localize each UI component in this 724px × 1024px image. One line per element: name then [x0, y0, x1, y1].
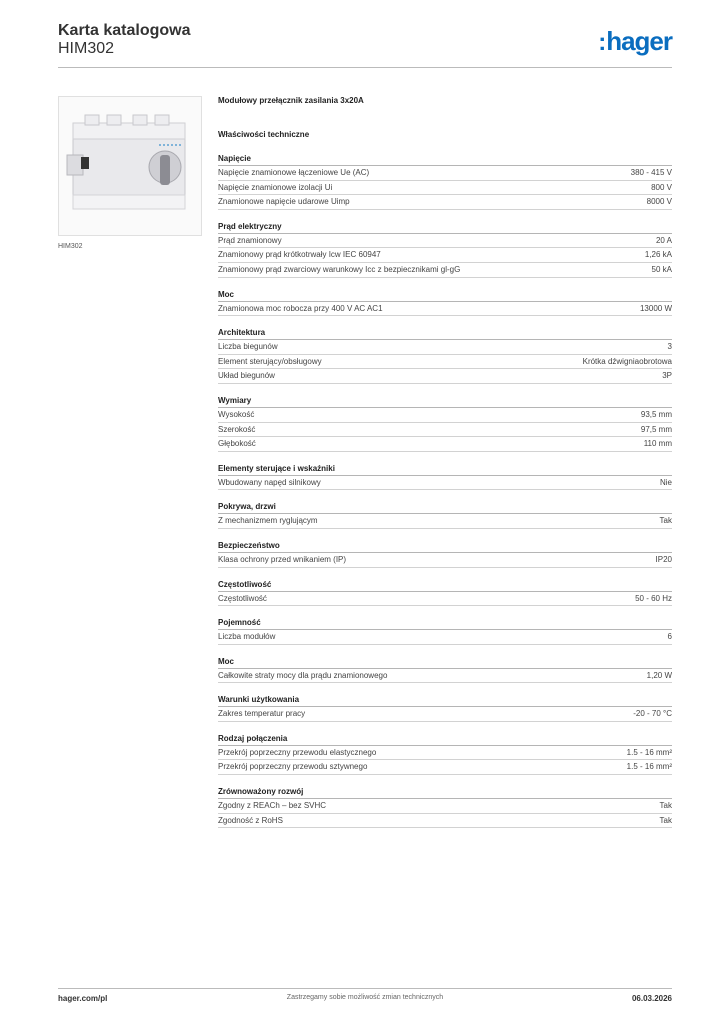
document-header: [58, 22, 190, 58]
spec-group: [218, 617, 672, 645]
spec-group: [218, 221, 672, 278]
spec-row: [218, 355, 672, 370]
spec-value: Nie: [659, 477, 672, 487]
spec-label: Znamionowy prąd zwarciowy warunkowy Icc z bezpiecznikami gl-gG: [218, 264, 461, 274]
footer-date: 06.03.2026: [631, 994, 672, 1003]
spec-group: [218, 395, 672, 452]
spec-group: [218, 733, 672, 775]
spec-group: [218, 786, 672, 828]
spec-row: [218, 814, 672, 829]
spec-group-title: Częstotliwość: [218, 579, 672, 592]
spec-group-title: Architektura: [218, 327, 672, 340]
spec-group-title: Prąd elektryczny: [218, 221, 672, 234]
spec-label: Wysokość: [218, 409, 255, 419]
spec-label: Całkowite straty mocy dla prądu znamionowego: [218, 670, 388, 680]
spec-value: 97,5 mm: [640, 424, 672, 434]
spec-group: [218, 153, 672, 210]
spec-label: Znamionowe napięcie udarowe Uimp: [218, 197, 350, 207]
spec-label: Liczba biegunów: [218, 342, 278, 352]
spec-label: Napięcie znamionowe izolacji Ui: [218, 182, 333, 192]
spec-label: Zakres temperatur pracy: [218, 709, 306, 719]
footer-website[interactable]: hager.com/pl: [58, 994, 108, 1003]
spec-label: Głębokość: [218, 439, 256, 449]
product-caption: HIM302: [58, 243, 83, 250]
spec-group-title: Wymiary: [218, 395, 672, 408]
spec-group: [218, 579, 672, 607]
spec-row: [218, 760, 672, 775]
spec-row: [218, 234, 672, 249]
spec-value: 1.5 - 16 mm²: [626, 747, 672, 757]
spec-value: 20 A: [655, 235, 672, 245]
spec-group-title: Rodzaj połączenia: [218, 733, 672, 746]
spec-label: Znamionowy prąd krótkotrwały Icw IEC 60947: [218, 250, 381, 260]
spec-value: -20 - 70 °C: [633, 709, 672, 719]
header-divider: [58, 67, 672, 68]
spec-group-title: Elementy sterujące i wskaźniki: [218, 463, 672, 476]
spec-value: 3P: [662, 371, 672, 381]
spec-group-title: Pojemność: [218, 617, 672, 630]
spec-row: [218, 437, 672, 452]
spec-row: [218, 263, 672, 278]
spec-value: 50 - 60 Hz: [635, 593, 672, 603]
footer-divider: [58, 988, 672, 989]
spec-row: [218, 369, 672, 384]
spec-value: 13000 W: [639, 303, 672, 313]
spec-label: Liczba modułów: [218, 632, 276, 642]
spec-row: [218, 408, 672, 423]
spec-row: [218, 707, 672, 722]
hager-logo: [598, 26, 672, 58]
spec-value: Tak: [659, 801, 672, 811]
spec-label: Napięcie znamionowe łączeniowe Ue (AC): [218, 168, 370, 177]
spec-row: [218, 553, 672, 568]
spec-group-title: Pokrywa, drzwi: [218, 501, 672, 514]
spec-value: 1,26 kA: [644, 250, 672, 260]
spec-value: 8000 V: [646, 197, 672, 207]
spec-group-title: Zrównoważony rozwój: [218, 786, 672, 799]
spec-value: 380 - 415 V: [630, 168, 672, 177]
spec-label: Klasa ochrony przed wnikaniem (IP): [218, 554, 347, 564]
spec-row: [218, 669, 672, 684]
spec-group: [218, 656, 672, 684]
logo-mark-icon: :: [598, 29, 606, 56]
spec-label: Częstotliwość: [218, 593, 267, 603]
specification-section: [218, 96, 672, 828]
spec-group: [218, 540, 672, 568]
footer-note: Zastrzegamy sobie możliwość zmian technicznych: [286, 994, 444, 1001]
spec-row: [218, 476, 672, 491]
spec-label: Układ biegunów: [218, 371, 275, 381]
spec-label: Przekrój poprzeczny przewodu sztywnego: [218, 762, 368, 772]
logo-text: hager: [606, 26, 672, 56]
spec-value: 50 kA: [651, 264, 672, 274]
spec-row: [218, 592, 672, 607]
spec-label: Szerokość: [218, 424, 256, 434]
spec-value: 3: [667, 342, 672, 352]
spec-value: Krótka dźwigniaobrotowa: [582, 356, 672, 366]
product-name: Modułowy przełącznik zasilania 3x20A: [218, 96, 364, 105]
spec-value: Tak: [659, 815, 672, 825]
spec-label: Prąd znamionowy: [218, 235, 282, 245]
spec-group: [218, 501, 672, 529]
spec-label: Z mechanizmem ryglującym: [218, 516, 318, 526]
spec-row: [218, 248, 672, 263]
spec-group-title: Napięcie: [218, 153, 672, 166]
spec-group-title: Moc: [218, 656, 672, 669]
spec-value: Tak: [659, 516, 672, 526]
switch-disconnector-illustration: [59, 97, 201, 235]
spec-row: [218, 514, 672, 529]
product-image: [58, 96, 202, 236]
spec-group: [218, 327, 672, 384]
document-title: Karta katalogowa: [58, 22, 191, 39]
spec-group: [218, 694, 672, 722]
spec-label: Przekrój poprzeczny przewodu elastycznego: [218, 747, 377, 757]
spec-row: [218, 195, 672, 210]
spec-value: 1.5 - 16 mm²: [626, 762, 672, 772]
spec-label: Zgodność z RoHS: [218, 815, 283, 825]
spec-row: [218, 166, 672, 181]
spec-label: Znamionowa moc robocza przy 400 V AC AC1: [218, 303, 383, 313]
spec-value: 800 V: [651, 182, 672, 192]
spec-row: [218, 302, 672, 317]
spec-label: Element sterujący/obsługowy: [218, 356, 322, 366]
spec-value: 1,20 W: [646, 670, 672, 680]
spec-value: 6: [667, 632, 672, 642]
spec-group-title: Bezpieczeństwo: [218, 540, 672, 553]
spec-row: [218, 746, 672, 761]
spec-value: 110 mm: [643, 439, 672, 449]
spec-row: [218, 630, 672, 645]
spec-groups: [218, 153, 672, 828]
technical-properties-heading: Właściwości techniczne: [218, 130, 310, 139]
spec-group: [218, 289, 672, 317]
spec-row: [218, 340, 672, 355]
spec-row: [218, 799, 672, 814]
spec-row: [218, 181, 672, 196]
product-code: HIM302: [58, 40, 115, 57]
spec-value: IP20: [655, 554, 672, 564]
spec-group: [218, 463, 672, 491]
spec-label: Zgodny z REACh – bez SVHC: [218, 801, 327, 811]
spec-row: [218, 423, 672, 438]
spec-group-title: Moc: [218, 289, 672, 302]
spec-group-title: Warunki użytkowania: [218, 694, 672, 707]
spec-value: 93,5 mm: [640, 409, 672, 419]
spec-label: Wbudowany napęd silnikowy: [218, 477, 321, 487]
